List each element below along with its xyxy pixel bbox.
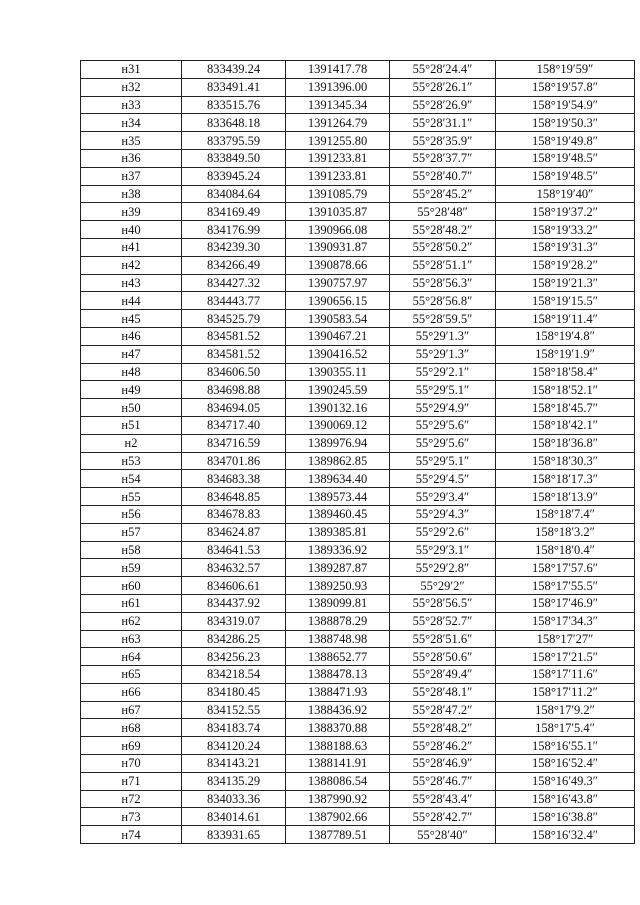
x-coordinate-cell: 834606.50 [182, 363, 286, 381]
y-coordinate-cell: 1390583.54 [286, 310, 390, 328]
y-coordinate-cell: 1390966.08 [286, 221, 390, 239]
latitude-cell: 55°29′5.1″ [390, 452, 496, 470]
latitude-cell: 55°29′4.9″ [390, 399, 496, 417]
x-coordinate-cell: 834183.74 [182, 719, 286, 737]
y-coordinate-cell: 1390757.97 [286, 274, 390, 292]
latitude-cell: 55°28′45.2″ [390, 185, 496, 203]
y-coordinate-cell: 1391264.79 [286, 114, 390, 132]
x-coordinate-cell: 834135.29 [182, 772, 286, 790]
table-row [81, 612, 635, 630]
point-id-cell: н32 [81, 78, 182, 96]
y-coordinate-cell: 1390878.66 [286, 256, 390, 274]
latitude-cell: 55°29′2.8″ [390, 559, 496, 577]
table-row [81, 149, 635, 167]
x-coordinate-cell: 834678.83 [182, 505, 286, 523]
latitude-cell: 55°28′40″ [390, 826, 496, 844]
point-id-cell: н50 [81, 399, 182, 417]
x-coordinate-cell: 834694.05 [182, 399, 286, 417]
latitude-cell: 55°29′5.6″ [390, 434, 496, 452]
y-coordinate-cell: 1390245.59 [286, 381, 390, 399]
table-row [81, 416, 635, 434]
latitude-cell: 55°28′46.2″ [390, 737, 496, 755]
y-coordinate-cell: 1389336.92 [286, 541, 390, 559]
point-id-cell: н62 [81, 612, 182, 630]
table-row [81, 78, 635, 96]
point-id-cell: н41 [81, 238, 182, 256]
point-id-cell: н46 [81, 327, 182, 345]
latitude-cell: 55°29′5.6″ [390, 416, 496, 434]
latitude-cell: 55°28′35.9″ [390, 132, 496, 150]
x-coordinate-cell: 834033.36 [182, 790, 286, 808]
table-row [81, 96, 635, 114]
latitude-cell: 55°28′51.1″ [390, 256, 496, 274]
latitude-cell: 55°28′52.7″ [390, 612, 496, 630]
point-id-cell: н55 [81, 488, 182, 506]
y-coordinate-cell: 1388086.54 [286, 772, 390, 790]
longitude-cell: 158°19′4.8″ [496, 327, 635, 345]
latitude-cell: 55°29′2″ [390, 577, 496, 595]
point-id-cell: н66 [81, 683, 182, 701]
y-coordinate-cell: 1391085.79 [286, 185, 390, 203]
point-id-cell: н39 [81, 203, 182, 221]
x-coordinate-cell: 834716.59 [182, 434, 286, 452]
latitude-cell: 55°28′43.4″ [390, 790, 496, 808]
longitude-cell: 158°17′11.6″ [496, 666, 635, 684]
latitude-cell: 55°29′3.1″ [390, 541, 496, 559]
point-id-cell: н31 [81, 61, 182, 79]
x-coordinate-cell: 834286.25 [182, 630, 286, 648]
table-row [81, 755, 635, 773]
latitude-cell: 55°28′46.7″ [390, 772, 496, 790]
table-row [81, 345, 635, 363]
point-id-cell: н43 [81, 274, 182, 292]
latitude-cell: 55°29′2.1″ [390, 363, 496, 381]
table-row [81, 577, 635, 595]
y-coordinate-cell: 1387990.92 [286, 790, 390, 808]
table-row [81, 826, 635, 844]
table-row [81, 61, 635, 79]
y-coordinate-cell: 1389460.45 [286, 505, 390, 523]
longitude-cell: 158°16′43.8″ [496, 790, 635, 808]
table-row [81, 310, 635, 328]
table-row [81, 630, 635, 648]
point-id-cell: н33 [81, 96, 182, 114]
longitude-cell: 158°17′9.2″ [496, 701, 635, 719]
table-row [81, 221, 635, 239]
table-row [81, 292, 635, 310]
latitude-cell: 55°28′50.6″ [390, 648, 496, 666]
point-id-cell: н74 [81, 826, 182, 844]
table-row [81, 132, 635, 150]
y-coordinate-cell: 1391396.00 [286, 78, 390, 96]
latitude-cell: 55°29′3.4″ [390, 488, 496, 506]
table-row [81, 790, 635, 808]
y-coordinate-cell: 1390069.12 [286, 416, 390, 434]
latitude-cell: 55°29′2.6″ [390, 523, 496, 541]
latitude-cell: 55°28′51.6″ [390, 630, 496, 648]
latitude-cell: 55°28′56.5″ [390, 594, 496, 612]
y-coordinate-cell: 1391233.81 [286, 167, 390, 185]
latitude-cell: 55°29′4.5″ [390, 470, 496, 488]
table-row [81, 541, 635, 559]
point-id-cell: н2 [81, 434, 182, 452]
latitude-cell: 55°28′48″ [390, 203, 496, 221]
table-row [81, 505, 635, 523]
longitude-cell: 158°19′15.5″ [496, 292, 635, 310]
longitude-cell: 158°19′50.3″ [496, 114, 635, 132]
table-row [81, 185, 635, 203]
x-coordinate-cell: 834581.52 [182, 345, 286, 363]
y-coordinate-cell: 1389287.87 [286, 559, 390, 577]
latitude-cell: 55°28′59.5″ [390, 310, 496, 328]
y-coordinate-cell: 1391345.34 [286, 96, 390, 114]
table-row [81, 683, 635, 701]
point-id-cell: н59 [81, 559, 182, 577]
table-row [81, 363, 635, 381]
point-id-cell: н35 [81, 132, 182, 150]
y-coordinate-cell: 1387902.66 [286, 808, 390, 826]
latitude-cell: 55°28′48.2″ [390, 719, 496, 737]
y-coordinate-cell: 1388748.98 [286, 630, 390, 648]
longitude-cell: 158°18′58.4″ [496, 363, 635, 381]
y-coordinate-cell: 1388478.13 [286, 666, 390, 684]
point-id-cell: н70 [81, 755, 182, 773]
y-coordinate-cell: 1389385.81 [286, 523, 390, 541]
y-coordinate-cell: 1390467.21 [286, 327, 390, 345]
point-id-cell: н54 [81, 470, 182, 488]
x-coordinate-cell: 834717.40 [182, 416, 286, 434]
point-id-cell: н63 [81, 630, 182, 648]
table-row [81, 488, 635, 506]
longitude-cell: 158°18′17.3″ [496, 470, 635, 488]
longitude-cell: 158°19′54.9″ [496, 96, 635, 114]
y-coordinate-cell: 1390132.16 [286, 399, 390, 417]
point-id-cell: н37 [81, 167, 182, 185]
x-coordinate-cell: 834266.49 [182, 256, 286, 274]
point-id-cell: н64 [81, 648, 182, 666]
longitude-cell: 158°17′5.4″ [496, 719, 635, 737]
longitude-cell: 158°17′57.6″ [496, 559, 635, 577]
point-id-cell: н69 [81, 737, 182, 755]
x-coordinate-cell: 834683.38 [182, 470, 286, 488]
y-coordinate-cell: 1388471.93 [286, 683, 390, 701]
longitude-cell: 158°16′52.4″ [496, 755, 635, 773]
table-row [81, 327, 635, 345]
y-coordinate-cell: 1388141.91 [286, 755, 390, 773]
point-id-cell: н44 [81, 292, 182, 310]
y-coordinate-cell: 1390931.87 [286, 238, 390, 256]
longitude-cell: 158°18′7.4″ [496, 505, 635, 523]
x-coordinate-cell: 834581.52 [182, 327, 286, 345]
y-coordinate-cell: 1388188.63 [286, 737, 390, 755]
longitude-cell: 158°19′59″ [496, 61, 635, 79]
y-coordinate-cell: 1388652.77 [286, 648, 390, 666]
x-coordinate-cell: 834437.92 [182, 594, 286, 612]
x-coordinate-cell: 834427.32 [182, 274, 286, 292]
x-coordinate-cell: 834143.21 [182, 755, 286, 773]
x-coordinate-cell: 833849.50 [182, 149, 286, 167]
latitude-cell: 55°28′56.3″ [390, 274, 496, 292]
table-row [81, 772, 635, 790]
point-id-cell: н61 [81, 594, 182, 612]
point-id-cell: н57 [81, 523, 182, 541]
x-coordinate-cell: 834176.99 [182, 221, 286, 239]
latitude-cell: 55°28′47.2″ [390, 701, 496, 719]
point-id-cell: н34 [81, 114, 182, 132]
longitude-cell: 158°18′0.4″ [496, 541, 635, 559]
table-row [81, 559, 635, 577]
longitude-cell: 158°19′28.2″ [496, 256, 635, 274]
x-coordinate-cell: 834701.86 [182, 452, 286, 470]
longitude-cell: 158°16′38.8″ [496, 808, 635, 826]
table-row [81, 381, 635, 399]
longitude-cell: 158°17′34.3″ [496, 612, 635, 630]
longitude-cell: 158°16′55.1″ [496, 737, 635, 755]
point-id-cell: н47 [81, 345, 182, 363]
x-coordinate-cell: 834180.45 [182, 683, 286, 701]
longitude-cell: 158°19′49.8″ [496, 132, 635, 150]
y-coordinate-cell: 1389862.85 [286, 452, 390, 470]
y-coordinate-cell: 1391233.81 [286, 149, 390, 167]
point-id-cell: н58 [81, 541, 182, 559]
x-coordinate-cell: 834169.49 [182, 203, 286, 221]
y-coordinate-cell: 1388370.88 [286, 719, 390, 737]
longitude-cell: 158°18′3.2″ [496, 523, 635, 541]
point-id-cell: н49 [81, 381, 182, 399]
point-id-cell: н38 [81, 185, 182, 203]
longitude-cell: 158°19′40″ [496, 185, 635, 203]
y-coordinate-cell: 1389250.93 [286, 577, 390, 595]
latitude-cell: 55°29′4.3″ [390, 505, 496, 523]
x-coordinate-cell: 833931.65 [182, 826, 286, 844]
point-id-cell: н36 [81, 149, 182, 167]
longitude-cell: 158°19′11.4″ [496, 310, 635, 328]
table-row [81, 523, 635, 541]
latitude-cell: 55°28′46.9″ [390, 755, 496, 773]
latitude-cell: 55°29′1.3″ [390, 327, 496, 345]
y-coordinate-cell: 1391255.80 [286, 132, 390, 150]
longitude-cell: 158°19′1.9″ [496, 345, 635, 363]
longitude-cell: 158°16′32.4″ [496, 826, 635, 844]
longitude-cell: 158°19′33.2″ [496, 221, 635, 239]
x-coordinate-cell: 834641.53 [182, 541, 286, 559]
x-coordinate-cell: 834624.87 [182, 523, 286, 541]
x-coordinate-cell: 834218.54 [182, 666, 286, 684]
x-coordinate-cell: 834239.30 [182, 238, 286, 256]
x-coordinate-cell: 834632.57 [182, 559, 286, 577]
y-coordinate-cell: 1390355.11 [286, 363, 390, 381]
longitude-cell: 158°17′55.5″ [496, 577, 635, 595]
table-row [81, 238, 635, 256]
x-coordinate-cell: 834256.23 [182, 648, 286, 666]
y-coordinate-cell: 1389573.44 [286, 488, 390, 506]
latitude-cell: 55°28′24.4″ [390, 61, 496, 79]
table-row [81, 719, 635, 737]
longitude-cell: 158°18′42.1″ [496, 416, 635, 434]
point-id-cell: н68 [81, 719, 182, 737]
table-row [81, 737, 635, 755]
x-coordinate-cell: 833795.59 [182, 132, 286, 150]
point-id-cell: н71 [81, 772, 182, 790]
table-row [81, 452, 635, 470]
y-coordinate-cell: 1391035.87 [286, 203, 390, 221]
point-id-cell: н40 [81, 221, 182, 239]
point-id-cell: н45 [81, 310, 182, 328]
latitude-cell: 55°28′56.8″ [390, 292, 496, 310]
y-coordinate-cell: 1389634.40 [286, 470, 390, 488]
point-id-cell: н51 [81, 416, 182, 434]
x-coordinate-cell: 834319.07 [182, 612, 286, 630]
longitude-cell: 158°17′46.9″ [496, 594, 635, 612]
point-id-cell: н56 [81, 505, 182, 523]
table-row [81, 701, 635, 719]
table-row [81, 808, 635, 826]
table-row [81, 274, 635, 292]
longitude-cell: 158°18′52.1″ [496, 381, 635, 399]
latitude-cell: 55°28′50.2″ [390, 238, 496, 256]
table-row [81, 594, 635, 612]
latitude-cell: 55°28′31.1″ [390, 114, 496, 132]
table-row [81, 167, 635, 185]
y-coordinate-cell: 1390656.15 [286, 292, 390, 310]
latitude-cell: 55°28′48.2″ [390, 221, 496, 239]
longitude-cell: 158°18′36.8″ [496, 434, 635, 452]
latitude-cell: 55°28′26.1″ [390, 78, 496, 96]
latitude-cell: 55°28′49.4″ [390, 666, 496, 684]
x-coordinate-cell: 834152.55 [182, 701, 286, 719]
point-id-cell: н72 [81, 790, 182, 808]
longitude-cell: 158°19′21.3″ [496, 274, 635, 292]
longitude-cell: 158°16′49.3″ [496, 772, 635, 790]
x-coordinate-cell: 833439.24 [182, 61, 286, 79]
x-coordinate-cell: 833648.18 [182, 114, 286, 132]
point-id-cell: н48 [81, 363, 182, 381]
longitude-cell: 158°17′27″ [496, 630, 635, 648]
table-row [81, 470, 635, 488]
latitude-cell: 55°29′5.1″ [390, 381, 496, 399]
x-coordinate-cell: 834443.77 [182, 292, 286, 310]
point-id-cell: н73 [81, 808, 182, 826]
table-row [81, 399, 635, 417]
point-id-cell: н60 [81, 577, 182, 595]
longitude-cell: 158°19′31.3″ [496, 238, 635, 256]
y-coordinate-cell: 1388878.29 [286, 612, 390, 630]
table-row [81, 203, 635, 221]
table-row [81, 666, 635, 684]
longitude-cell: 158°19′48.5″ [496, 167, 635, 185]
longitude-cell: 158°17′11.2″ [496, 683, 635, 701]
y-coordinate-cell: 1390416.52 [286, 345, 390, 363]
latitude-cell: 55°28′40.7″ [390, 167, 496, 185]
longitude-cell: 158°18′30.3″ [496, 452, 635, 470]
coordinates-table [80, 60, 635, 844]
point-id-cell: н67 [81, 701, 182, 719]
table-row [81, 114, 635, 132]
x-coordinate-cell: 834120.24 [182, 737, 286, 755]
x-coordinate-cell: 833515.76 [182, 96, 286, 114]
longitude-cell: 158°18′45.7″ [496, 399, 635, 417]
x-coordinate-cell: 834014.61 [182, 808, 286, 826]
y-coordinate-cell: 1388436.92 [286, 701, 390, 719]
x-coordinate-cell: 834648.85 [182, 488, 286, 506]
longitude-cell: 158°17′21.5″ [496, 648, 635, 666]
y-coordinate-cell: 1389099.81 [286, 594, 390, 612]
table-row [81, 648, 635, 666]
x-coordinate-cell: 834698.88 [182, 381, 286, 399]
latitude-cell: 55°28′42.7″ [390, 808, 496, 826]
longitude-cell: 158°18′13.9″ [496, 488, 635, 506]
latitude-cell: 55°29′1.3″ [390, 345, 496, 363]
x-coordinate-cell: 834525.79 [182, 310, 286, 328]
point-id-cell: н53 [81, 452, 182, 470]
longitude-cell: 158°19′57.8″ [496, 78, 635, 96]
latitude-cell: 55°28′26.9″ [390, 96, 496, 114]
longitude-cell: 158°19′48.5″ [496, 149, 635, 167]
table-row [81, 256, 635, 274]
y-coordinate-cell: 1387789.51 [286, 826, 390, 844]
table-row [81, 434, 635, 452]
latitude-cell: 55°28′48.1″ [390, 683, 496, 701]
coordinates-table-body [81, 61, 635, 844]
x-coordinate-cell: 834084.64 [182, 185, 286, 203]
latitude-cell: 55°28′37.7″ [390, 149, 496, 167]
y-coordinate-cell: 1389976.94 [286, 434, 390, 452]
x-coordinate-cell: 833945.24 [182, 167, 286, 185]
x-coordinate-cell: 834606.61 [182, 577, 286, 595]
x-coordinate-cell: 833491.41 [182, 78, 286, 96]
point-id-cell: н65 [81, 666, 182, 684]
point-id-cell: н42 [81, 256, 182, 274]
y-coordinate-cell: 1391417.78 [286, 61, 390, 79]
longitude-cell: 158°19′37.2″ [496, 203, 635, 221]
